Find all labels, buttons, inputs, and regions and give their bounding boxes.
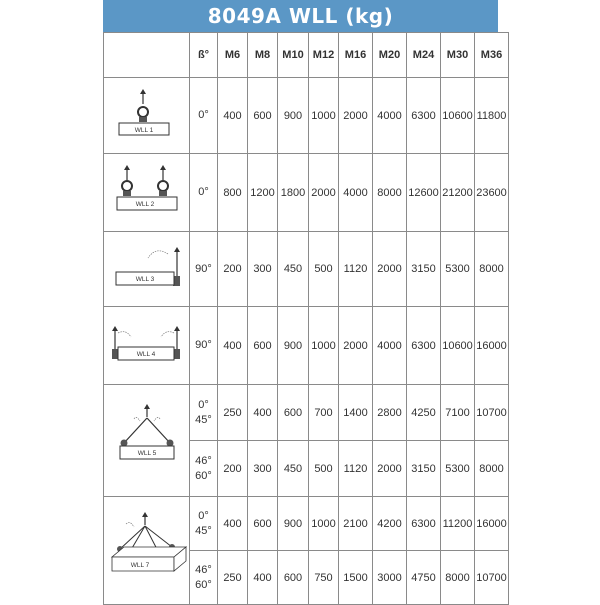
- value-cell: 600: [248, 78, 278, 154]
- value-cell: 700: [309, 385, 339, 441]
- value-cell: 400: [218, 78, 248, 154]
- wll-3-label: WLL 3: [135, 276, 155, 283]
- wll-1-label: WLL 1: [134, 127, 154, 134]
- value-cell: 16000: [475, 497, 509, 551]
- single-point-lift-diagram: [104, 78, 190, 154]
- value-cell: 4000: [339, 154, 373, 232]
- value-cell: 4250: [407, 385, 441, 441]
- table-row: [104, 497, 509, 551]
- value-cell: 6300: [407, 497, 441, 551]
- wll-table: [103, 32, 509, 605]
- angle-cell: 0°: [190, 78, 218, 154]
- table-row: [104, 307, 509, 385]
- value-cell: 7100: [441, 385, 475, 441]
- value-cell: 200: [218, 441, 248, 497]
- value-cell: 5300: [441, 232, 475, 307]
- value-cell: 6300: [407, 307, 441, 385]
- header-m16: M16: [339, 33, 373, 78]
- value-cell: 400: [218, 497, 248, 551]
- value-cell: 1500: [339, 551, 373, 605]
- angle-cell: 46° 60°: [190, 551, 218, 605]
- value-cell: 21200: [441, 154, 475, 232]
- value-cell: 500: [309, 441, 339, 497]
- single-side-90-lift-diagram: [104, 232, 190, 307]
- value-cell: 250: [218, 385, 248, 441]
- value-cell: 1000: [309, 497, 339, 551]
- value-cell: 11200: [441, 497, 475, 551]
- wll-7-label: WLL 7: [130, 562, 150, 569]
- value-cell: 800: [218, 154, 248, 232]
- value-cell: 750: [309, 551, 339, 605]
- value-cell: 23600: [475, 154, 509, 232]
- value-cell: 1200: [248, 154, 278, 232]
- angle-cell: 90°: [190, 232, 218, 307]
- value-cell: 10600: [441, 307, 475, 385]
- value-cell: 2000: [309, 154, 339, 232]
- four-leg-sling-diagram: [104, 497, 190, 605]
- value-cell: 200: [218, 232, 248, 307]
- value-cell: 300: [248, 441, 278, 497]
- wll-4-label: WLL 4: [136, 351, 156, 358]
- header-m20: M20: [373, 33, 407, 78]
- angle-cell: 90°: [190, 307, 218, 385]
- table-row: [104, 232, 509, 307]
- two-point-vertical-lift-diagram: [104, 154, 190, 232]
- value-cell: 2100: [339, 497, 373, 551]
- value-cell: 4200: [373, 497, 407, 551]
- value-cell: 400: [248, 385, 278, 441]
- value-cell: 5300: [441, 441, 475, 497]
- header-m8: M8: [248, 33, 278, 78]
- value-cell: 400: [248, 551, 278, 605]
- value-cell: 2800: [373, 385, 407, 441]
- header-row: [104, 33, 509, 78]
- table-row: [104, 78, 509, 154]
- value-cell: 8000: [373, 154, 407, 232]
- header-m6: M6: [218, 33, 248, 78]
- value-cell: 2000: [339, 78, 373, 154]
- value-cell: 1120: [339, 441, 373, 497]
- value-cell: 6300: [407, 78, 441, 154]
- angle-cell: 0° 45°: [190, 385, 218, 441]
- value-cell: 4000: [373, 78, 407, 154]
- wll-5-label: WLL 5: [137, 450, 157, 457]
- header-angle: ß°: [190, 33, 218, 78]
- angle-cell: 46° 60°: [190, 441, 218, 497]
- value-cell: 2000: [373, 232, 407, 307]
- value-cell: 600: [278, 551, 309, 605]
- two-leg-sling-diagram: [104, 385, 190, 497]
- value-cell: 600: [278, 385, 309, 441]
- value-cell: 4000: [373, 307, 407, 385]
- value-cell: 3000: [373, 551, 407, 605]
- value-cell: 1120: [339, 232, 373, 307]
- value-cell: 1400: [339, 385, 373, 441]
- table-row: [104, 154, 509, 232]
- value-cell: 300: [248, 232, 278, 307]
- value-cell: 900: [278, 307, 309, 385]
- table-title: 8049A WLL (kg): [103, 0, 498, 32]
- value-cell: 11800: [475, 78, 509, 154]
- value-cell: 8000: [441, 551, 475, 605]
- value-cell: 12600: [407, 154, 441, 232]
- table-row: [104, 385, 509, 441]
- value-cell: 10700: [475, 551, 509, 605]
- header-m36: M36: [475, 33, 509, 78]
- angle-cell: 0° 45°: [190, 497, 218, 551]
- value-cell: 2000: [339, 307, 373, 385]
- two-side-90-lift-diagram: [104, 307, 190, 385]
- value-cell: 10600: [441, 78, 475, 154]
- value-cell: 3150: [407, 441, 441, 497]
- value-cell: 8000: [475, 232, 509, 307]
- value-cell: 600: [248, 307, 278, 385]
- header-blank-cell: [104, 33, 190, 78]
- value-cell: 1000: [309, 78, 339, 154]
- value-cell: 500: [309, 232, 339, 307]
- value-cell: 250: [218, 551, 248, 605]
- value-cell: 3150: [407, 232, 441, 307]
- wll-table-panel: [103, 0, 507, 605]
- header-m10: M10: [278, 33, 309, 78]
- header-m24: M24: [407, 33, 441, 78]
- angle-cell: 0°: [190, 154, 218, 232]
- header-m12: M12: [309, 33, 339, 78]
- value-cell: 900: [278, 78, 309, 154]
- value-cell: 450: [278, 232, 309, 307]
- value-cell: 8000: [475, 441, 509, 497]
- value-cell: 1000: [309, 307, 339, 385]
- wll-2-label: WLL 2: [135, 201, 155, 208]
- value-cell: 16000: [475, 307, 509, 385]
- value-cell: 4750: [407, 551, 441, 605]
- value-cell: 450: [278, 441, 309, 497]
- value-cell: 10700: [475, 385, 509, 441]
- value-cell: 600: [248, 497, 278, 551]
- value-cell: 400: [218, 307, 248, 385]
- value-cell: 2000: [373, 441, 407, 497]
- value-cell: 900: [278, 497, 309, 551]
- value-cell: 1800: [278, 154, 309, 232]
- header-m30: M30: [441, 33, 475, 78]
